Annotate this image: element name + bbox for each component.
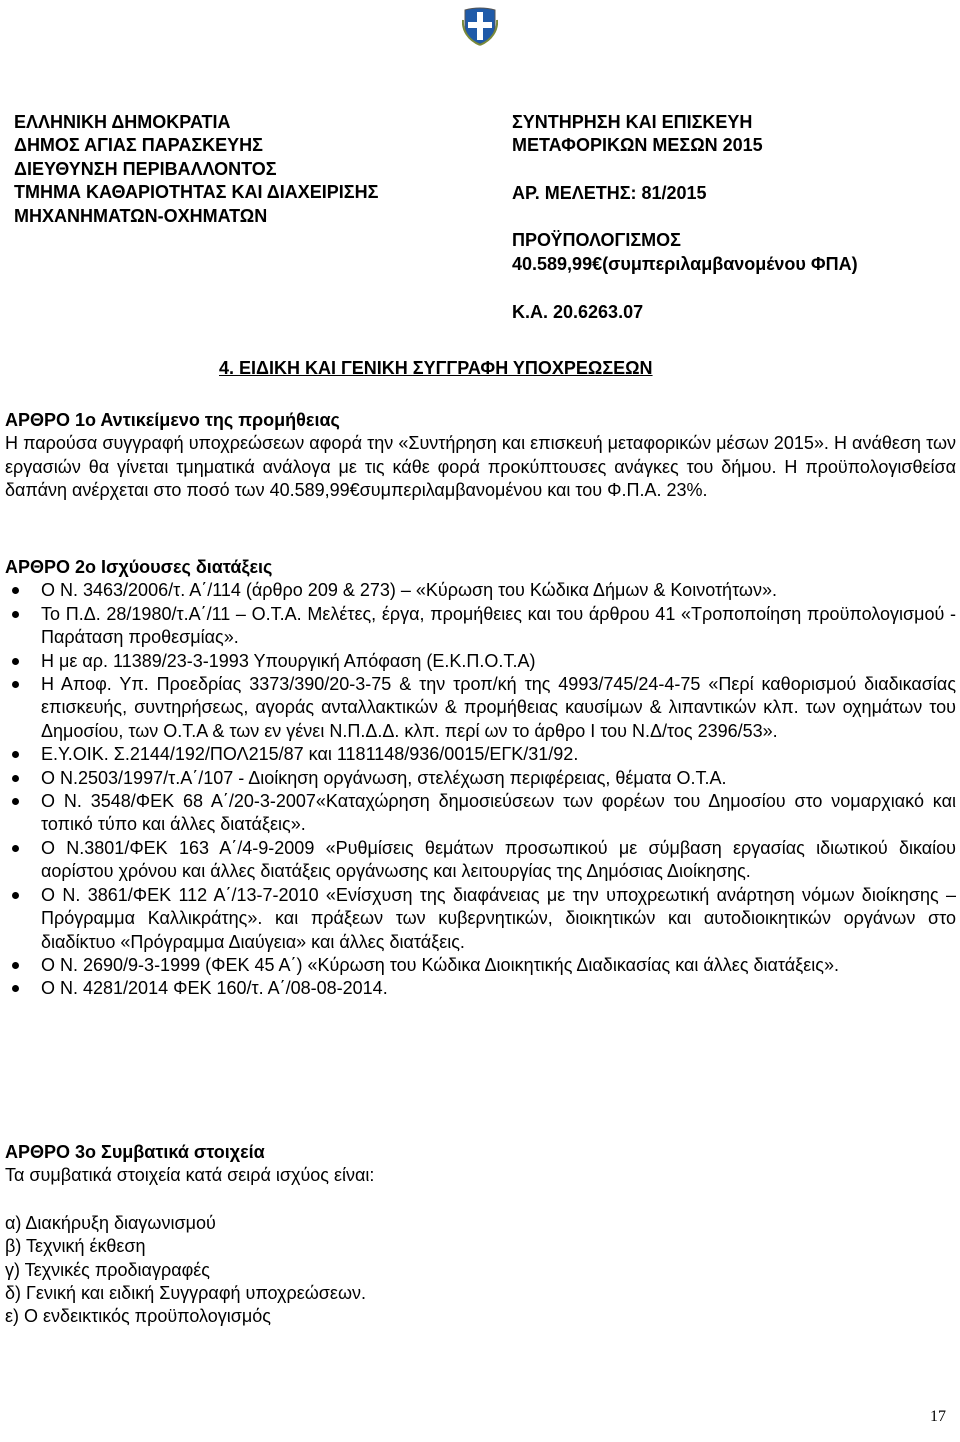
list-item: β) Τεχνική έκθεση <box>5 1236 146 1257</box>
list-item: Ο Ν.2503/1997/τ.Α΄/107 - Διοίκηση οργάνωση, στελέχωση περιφέρειας, θέματα Ο.Τ.Α. <box>5 767 956 790</box>
project-title-line-1: ΣΥΝΤΗΡΗΣΗ ΚΑΙ ΕΠΙΣΚΕΥΗ <box>512 112 753 132</box>
article-3-title: ΑΡΘΡΟ 3ο Συμβατικά στοιχεία <box>5 1142 265 1162</box>
project-title-line-2: ΜΕΤΑΦΟΡΙΚΩΝ ΜΕΣΩΝ 2015 <box>512 135 763 156</box>
list-item: Η Αποφ. Υπ. Προεδρίας 3373/390/20-3-75 & την τροπ/κή της 4993/745/24-4-75 «Περί καθορισμού διαδικασίας επισκευής, συντηρήσεως, αγοράς ανταλλακτικών & προμήθειας καυσίμων & λιπαντικών κλπ. των οχημάτων του Δημοσίου, των Ο.Τ.Α & των εν γένει Ν.Π.Δ.Δ. κλπ. περί ων το άρθρο Ι του Ν.Δ/τος 2396/53». <box>5 673 956 743</box>
list-item: Ο Ν. 2690/9-3-1999 (ΦΕΚ 45 Α΄) «Κύρωση του Κώδικα Διοικητικής Διαδικασίας και άλλες διατάξεις». <box>5 954 956 977</box>
budget-code: Κ.Α. 20.6263.07 <box>512 302 644 323</box>
budget-value: 40.589,99€(συμπεριλαμβανομένου ΦΠΑ) <box>512 253 858 274</box>
list-item: γ) Τεχνικές προδιαγραφές <box>5 1259 210 1280</box>
provisions-list <box>5 579 956 1000</box>
page-number: 17 <box>930 1408 946 1425</box>
list-item: α) Διακήρυξη διαγωνισμού <box>5 1212 216 1233</box>
header-left-line: ΜΗΧΑΝΗΜΑΤΩΝ-ΟΧΗΜΑΤΩΝ <box>14 205 268 226</box>
list-item: Η με αρ. 11389/23-3-1993 Υπουργική Απόφαση (Ε.Κ.Π.Ο.Τ.Α) <box>5 650 956 673</box>
header-left <box>14 111 484 228</box>
article-1-text: Η παρούσα συγγραφή υποχρεώσεων αφορά την «Συντήρηση και επισκευή μεταφορικών μέσων 2015». Η ανάθεση των εργασιών θα γίνεται τμηματικά ανάλογα με τις κάθε φορά προκύπτουσες ανάγκες του δήμου. Η προϋπολογισθείσα δαπάνη ανέρχεται στο ποσό των 40.589,99€συμπεριλαμβανομένου και του Φ.Π.Α. 23%. <box>5 433 956 501</box>
section-title: 4. ΕΙΔΙΚΗ ΚΑΙ ΓΕΝΙΚΗ ΣΥΓΓΡΑΦΗ ΥΠΟΧΡΕΩΣΕΩΝ <box>219 358 653 378</box>
list-item: Ο Ν. 3861/ΦΕΚ 112 Α΄/13-7-2010 «Ενίσχυση της διαφάνειας με την υποχρεωτική ανάρτηση νόμων διοίκησης – Πρόγραμμα Καλλικράτης». και πράξεων των κυβερνητικών, διοικητικών και αυτοδιοικητικών οργάνων στο διαδίκτυο «Πρόγραμμα Διαύγεια» και άλλες διατάξεις. <box>5 884 956 954</box>
article-3 <box>5 1141 956 1329</box>
article-3-intro: Τα συμβατικά στοιχεία κατά σειρά ισχύος είναι: <box>5 1165 375 1186</box>
list-item: Ο Ν. 3548/ΦΕΚ 68 Α΄/20-3-2007«Καταχώρηση δημοσιεύσεων των φορέων του Δημοσίου στο νομαρχιακό και τοπικό τύπο και άλλες διατάξεις». <box>5 790 956 837</box>
article-1 <box>5 409 956 503</box>
header-right <box>512 111 952 324</box>
header-left-line: ΔΗΜΟΣ ΑΓΙΑΣ ΠΑΡΑΣΚΕΥΗΣ <box>14 135 263 156</box>
list-item: Ο Ν.3801/ΦΕΚ 163 Α΄/4-9-2009 «Ρυθμίσεις θεμάτων προσωπικού με σύμβαση εργασίας ιδιωτικού δικαίου αορίστου χρόνου και άλλες διατάξεις οργάνωσης και λειτουργίας της Δημόσιας Διοίκησης. <box>5 837 956 884</box>
header-left-line: ΔΙΕΥΘΥΝΣΗ ΠΕΡΙΒΑΛΛΟΝΤΟΣ <box>14 158 277 179</box>
study-number: ΑΡ. ΜΕΛΕΤΗΣ: 81/2015 <box>512 182 707 203</box>
list-item: Ο Ν. 3463/2006/τ. Α΄/114 (άρθρο 209 & 273) – «Κύρωση του Κώδικα Δήμων & Κοινοτήτων». <box>5 579 956 602</box>
header-left-line: ΤΜΗΜΑ ΚΑΘΑΡΙΟΤΗΤΑΣ ΚΑΙ ΔΙΑΧΕΙΡΙΣΗΣ <box>14 182 379 203</box>
greek-coat-of-arms-icon <box>462 6 498 46</box>
article-2 <box>5 556 956 1001</box>
list-item: Ε.Υ.ΟΙΚ. Σ.2144/192/ΠΟΛ215/87 και 1181148/936/0015/ΕΓΚ/31/92. <box>5 743 956 766</box>
list-item: δ) Γενική και ειδική Συγγραφή υποχρεώσεων. <box>5 1283 366 1304</box>
header-left-line: ΕΛΛΗΝΙΚΗ ΔΗΜΟΚΡΑΤΙΑ <box>14 112 231 132</box>
list-item: Ο Ν. 4281/2014 ΦΕΚ 160/τ. Α΄/08-08-2014. <box>5 977 956 1000</box>
list-item: ε) Ο ενδεικτικός προϋπολογισμός <box>5 1306 271 1327</box>
budget-label: ΠΡΟΫΠΟΛΟΓΙΣΜΟΣ <box>512 230 681 251</box>
article-1-title: ΑΡΘΡΟ 1ο Αντικείμενο της προμήθειας <box>5 410 340 430</box>
list-item: Το Π.Δ. 28/1980/τ.Α΄/11 – Ο.Τ.Α. Μελέτες, έργα, προμήθειες και του άρθρου 41 «Τροποποίηση προϋπολογισμού - Παράταση προθεσμίας». <box>5 603 956 650</box>
article-2-title: ΑΡΘΡΟ 2ο Ισχύουσες διατάξεις <box>5 557 273 577</box>
